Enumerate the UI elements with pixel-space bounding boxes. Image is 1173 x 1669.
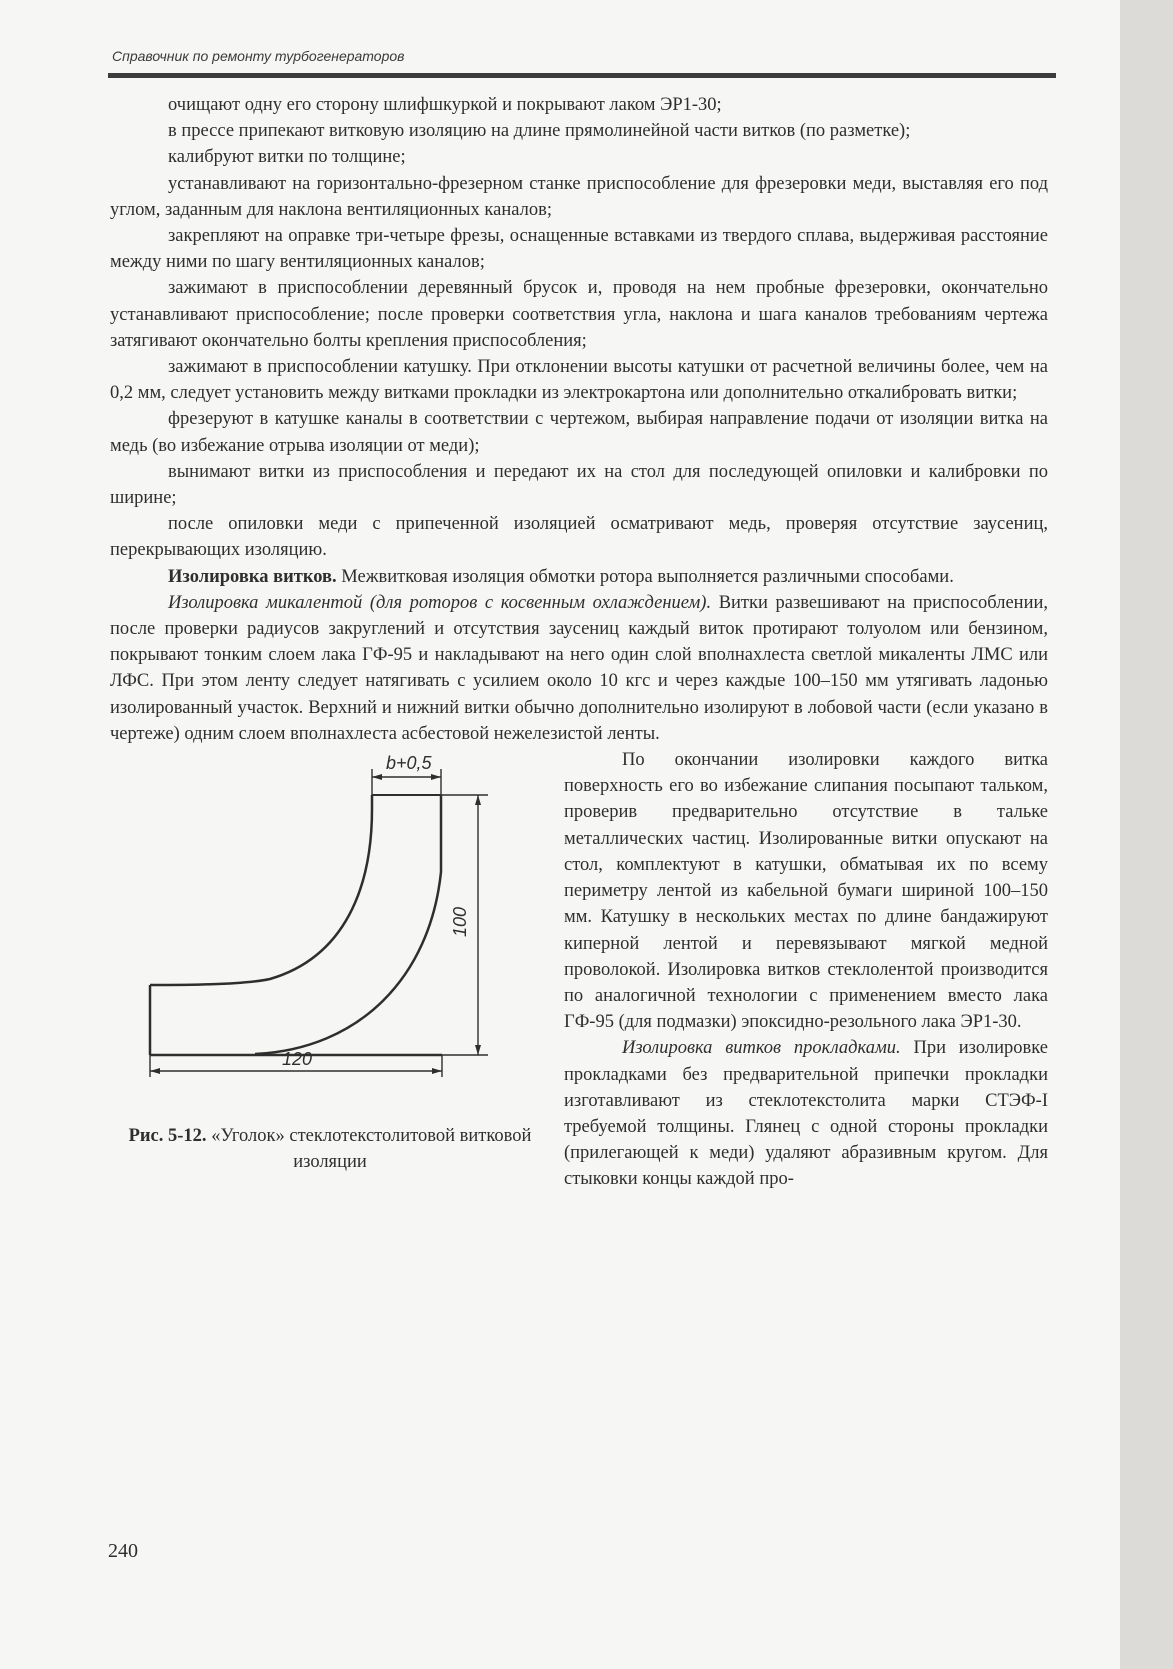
paragraph: в прессе припекают витковую изоляцию на длине прямолинейной части витков (по разметке); (168, 121, 911, 142)
subsection-heading: Изолировка витков прокладками. (622, 1038, 901, 1059)
section-heading: Изолировка витков. (168, 566, 337, 587)
figure-wrap (110, 747, 1048, 1192)
outer-contour (150, 795, 372, 985)
paragraph: очищают одну его сторону шлифшкуркой и покрывают лаком ЭР1-30; (168, 95, 722, 115)
paragraph: калибруют витки по толщине; (168, 147, 406, 168)
paragraph: По окончании изолировки каждого витка поверхность его во избежание слипания посыпают тальком, проверив предварительно отсутствие в тальке металлических частиц. Изолированные витки опускают на стол, комплектуют в катушки, обматывая их по всему периметру лентой из кабельной бумаги шириной 100–150 мм. Катушку в нескольких местах по длине бандажируют киперной лентой и перевязывают мягкой медной проволокой. Изолировка витков стеклолентой производится по аналогичной технологии с применением вместо лака ГФ-95 (для подмазки) эпоксидно-резольного лака ЭР1-30. (564, 750, 1048, 1033)
section-paragraph (110, 590, 1048, 747)
inner-contour (255, 795, 441, 1054)
subsection-heading: Изолировка микалентой (для роторов с косвенным охлаждением). (168, 592, 712, 613)
figure (110, 747, 550, 1243)
paragraph: вынимают витки из приспособления и передают их на стол для последующей опиловки и калибровки по ширине; (110, 461, 1048, 509)
paragraph-text: Витки развешивают на приспособлении, после проверки радиусов закруглений и отсутствия заусениц каждый виток протирают толуолом или бензином, покрывают тонким слоем лака ГФ-95 и накладывают на него один слой вполнахлеста светлой микаленты ЛМС или ЛФС. При этом ленту следует натягивать с усилием около 10 кгс и через каждые 100–150 мм утягивать ладонью изолированный участок. Верхний и нижний витки обычно дополнительно изолируют в лобовой части (если указано в чертеже) одним слоем вполнахлеста асбестовой нежелезистой ленты. (110, 592, 1048, 744)
figure-caption (110, 1123, 550, 1175)
paragraph-text: При изолировке прокладками без предварительной припечки прокладки изготавливают из стеклотекстолита марки СТЭФ-I требуемой толщины. Глянец с одной стороны прокладки (прилегающей к меди) удаляют абразивным кругом. Для стыковки концы каждой про- (564, 1038, 1048, 1190)
dimension-label-length: 120 (282, 1049, 313, 1070)
page-number: 240 (108, 1540, 138, 1562)
paragraph: зажимают в приспособлении деревянный брусок и, проводя на нем пробные фрезеровки, окончательно устанавливают приспособление; после проверки соответствия угла, наклона и шага каналов требованиям чертежа затягивают окончательно болты крепления приспособления; (110, 278, 1048, 351)
caption-text: «Уголок» стеклотекстолитовой витковой изоляции (206, 1126, 532, 1173)
figure-drawing (110, 747, 550, 1117)
section-paragraph (110, 564, 1048, 590)
scan-edge (1120, 0, 1173, 1669)
paragraph: закрепляют на оправке три-четыре фрезы, оснащенные вставками из твердого сплава, выдерживая расстояние между ними по шагу вентиляционных каналов; (110, 226, 1048, 273)
caption-label: Рис. 5-12. (128, 1126, 207, 1147)
body-text (110, 92, 1048, 1243)
running-header: Справочник по ремонту турбогенераторов (112, 48, 405, 64)
dimension-label-height: 100 (450, 907, 470, 938)
paragraph: устанавливают на горизонтально-фрезерном станке приспособление для фрезеровки меди, выставляя его под углом, заданным для наклона вентиляционных каналов; (110, 173, 1048, 220)
dimension-label-width: b+0,5 (386, 753, 432, 774)
paragraph: зажимают в приспособлении катушку. При отклонении высоты катушки от расчетной величины более, чем на 0,2 мм, следует установить между витками прокладки из электрокартона или дополнительно откалибровать витки; (110, 357, 1048, 404)
paragraph: фрезеруют в катушке каналы в соответствии с чертежом, выбирая направление подачи от изоляции витка на медь (во избежание отрыва изоляции от меди); (110, 409, 1048, 456)
header-rule (108, 73, 1056, 78)
paragraph-text: Межвитковая изоляция обмотки ротора выполняется различными способами. (336, 566, 954, 587)
paragraph: после опиловки меди с припеченной изоляцией осматривают медь, проверяя отсутствие заусениц, перекрывающих изоляцию. (110, 514, 1048, 561)
